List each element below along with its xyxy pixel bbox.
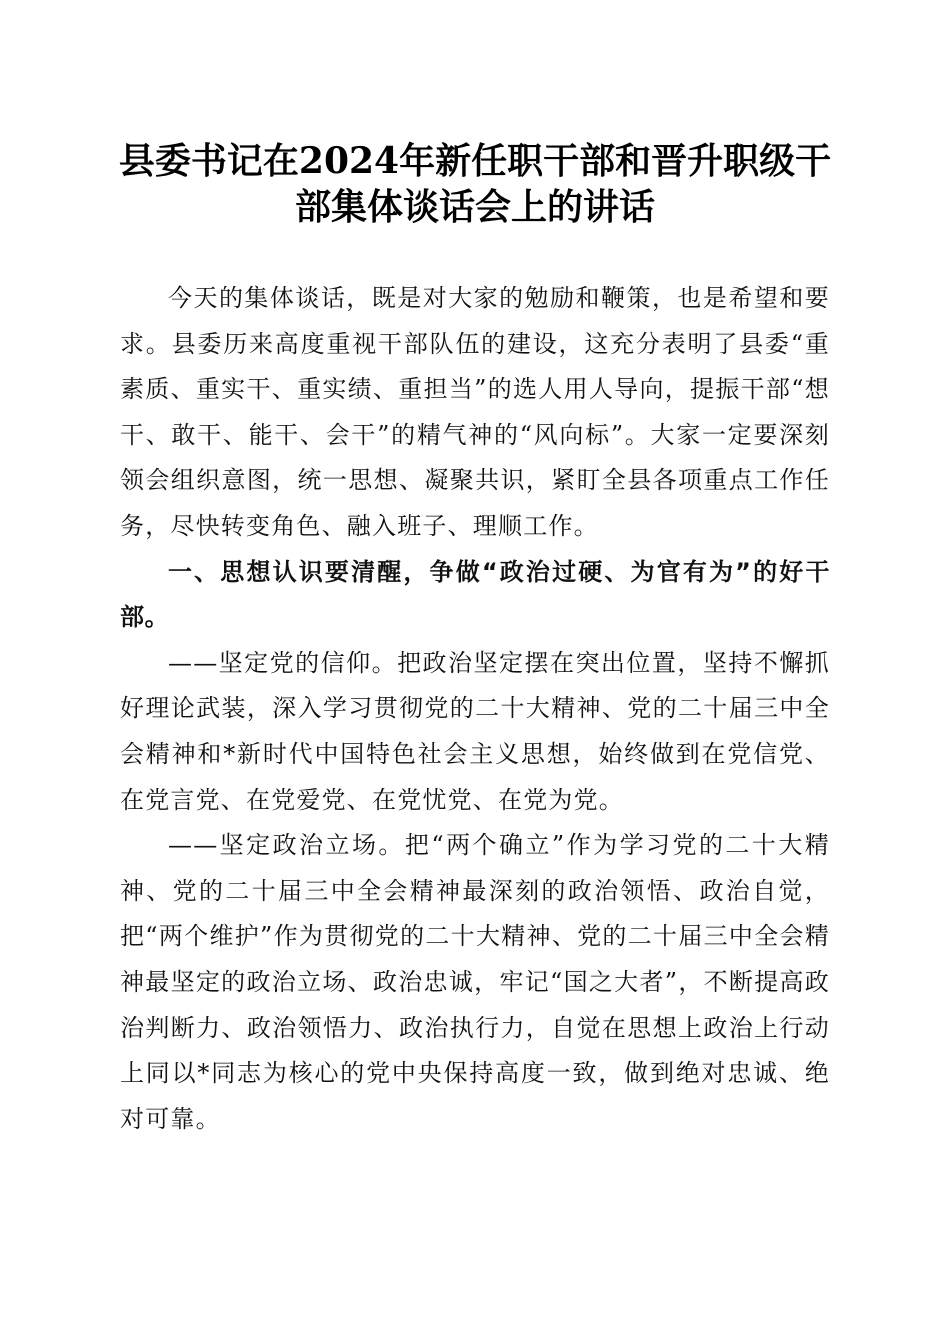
document-body bbox=[120, 276, 830, 1142]
paragraph-intro: 今天的集体谈话，既是对大家的勉励和鞭策，也是希望和要求。县委历来高度重视干部队伍的建设，这充分表明了县委“重素质、重实干、重实绩、重担当”的选人用人导向，提振干部“想干、敢干、能干、会干”的精气神的“风向标”。大家一定要深刻领会组织意图，统一思想、凝聚共识，紧盯全县各项重点工作任务，尽快转变角色、融入班子、理顺工作。 bbox=[120, 284, 830, 540]
paragraph-political-stance: ——坚定政治立场。把“两个确立”作为学习党的二十大精神、党的二十届三中全会精神最深刻的政治领悟、政治自觉，把“两个维护”作为贯彻党的二十大精神、党的二十届三中全会精神最坚定的政治立场、政治忠诚，牢记“国之大者”，不断提高政治判断力、政治领悟力、政治执行力，自觉在思想上政治上行动上同以*同志为核心的党中央保持高度一致，做到绝对忠诚、绝对可靠。 bbox=[120, 831, 830, 1133]
document-title: 县委书记在2024年新任职干部和晋升职级干部集体谈话会上的讲话 bbox=[118, 140, 832, 228]
section-heading-1: 一、思想认识要清醒，争做“政治过硬、为官有为”的好干部。 bbox=[120, 557, 830, 632]
paragraph-party-faith: ——坚定党的信仰。把政治坚定摆在突出位置，坚持不懈抓好理论武装，深入学习贯彻党的二十大精神、党的二十届三中全会精神和*新时代中国特色社会主义思想，始终做到在党信党、在党言党、在党爱党、在党忧党、在党为党。 bbox=[120, 648, 830, 814]
